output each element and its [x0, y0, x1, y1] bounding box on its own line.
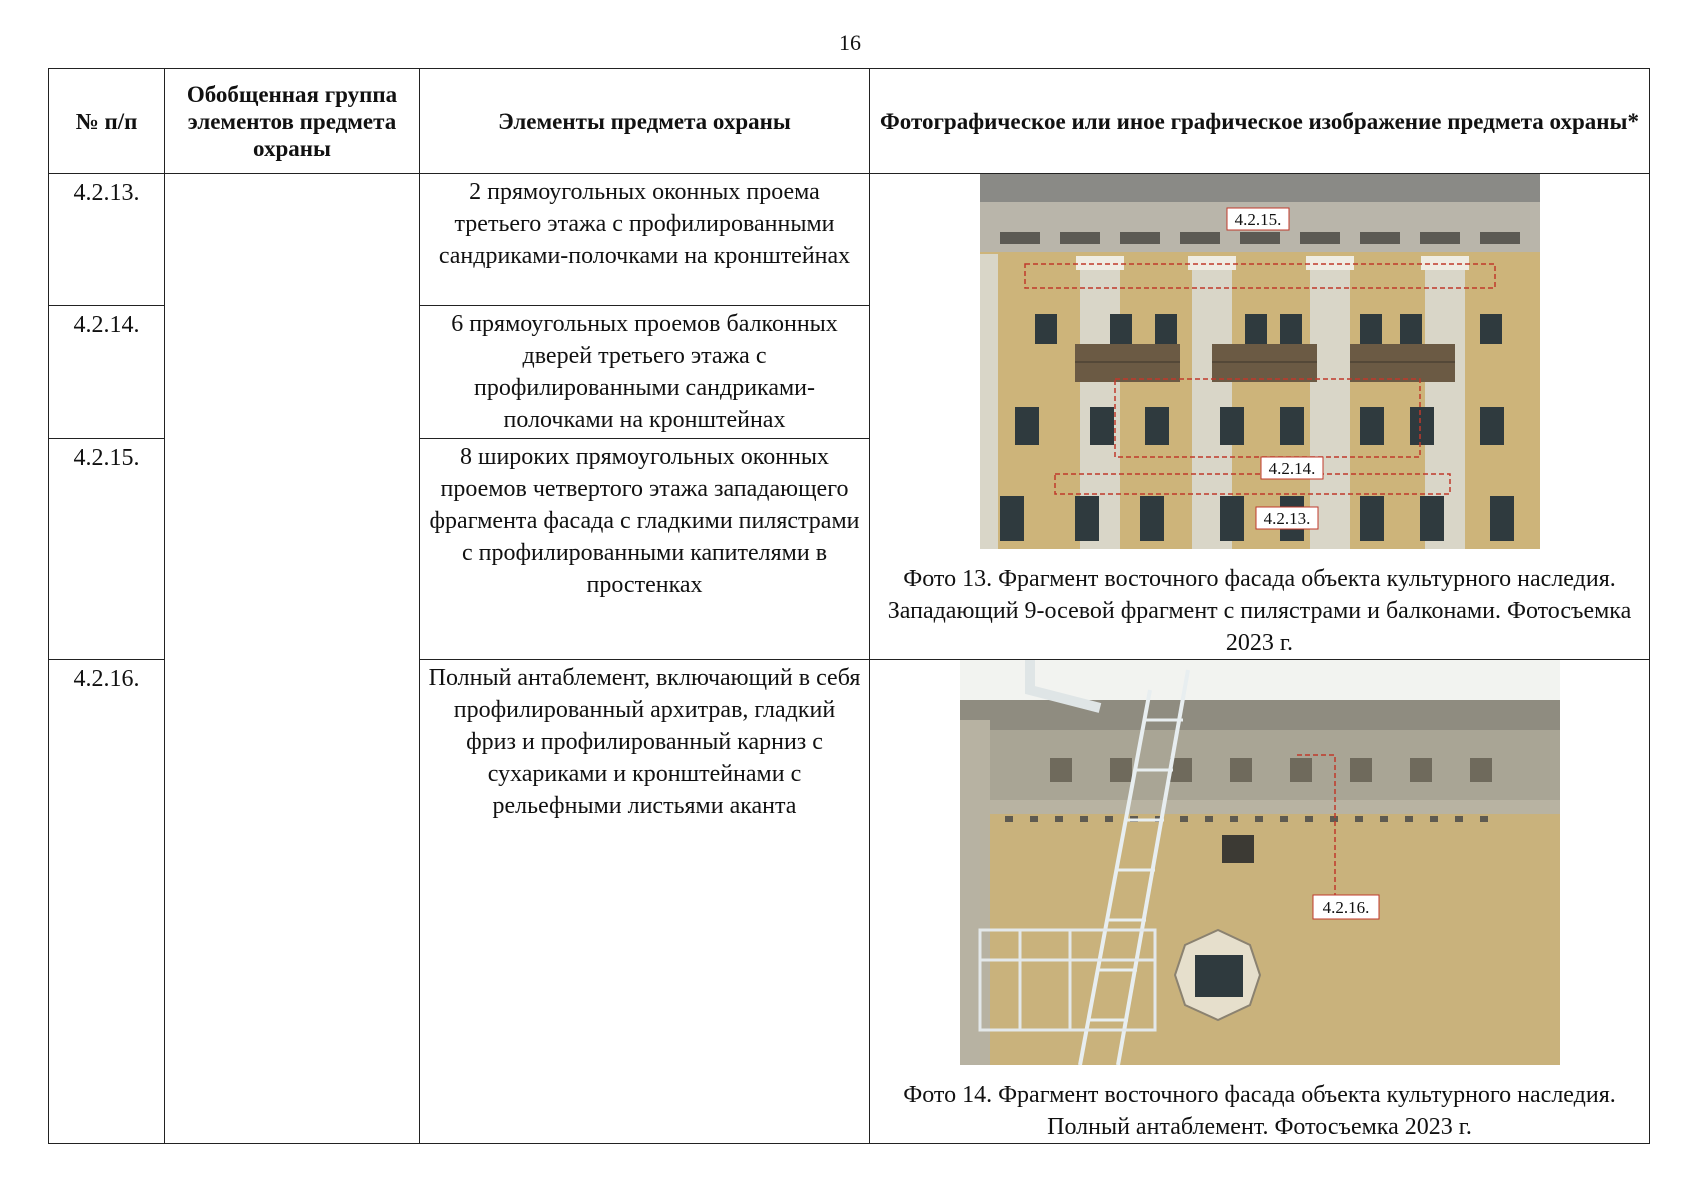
facade-photo-14: [960, 660, 1560, 1065]
element-description: Полный антаблемент, включающий в себя профилированный архитрав, гладкий фриз и профилированный карниз с сухариками и кронштейнами с рельефными листьями аканта: [420, 660, 870, 1144]
header-elements: Элементы предмета охраны: [420, 69, 870, 174]
photo-label: [1256, 507, 1318, 529]
photo-14-cell: [870, 660, 1650, 1144]
header-image: Фотографическое или иное графическое изображение предмета охраны*: [870, 69, 1650, 174]
photo-label: [1313, 895, 1379, 919]
row-number: 4.2.16.: [49, 660, 165, 1144]
row-number: 4.2.15.: [49, 439, 165, 660]
photo-13-caption: Фото 13. Фрагмент восточного фасада объекта культурного наследия. Западающий 9-осевой фрагмент с пилястрами и балконами. Фотосъемка 2023 г.: [887, 566, 1632, 656]
group-cell: [165, 174, 420, 1144]
photo-14: [876, 660, 1643, 1065]
svg-text:4.2.15.: 4.2.15.: [1234, 210, 1281, 229]
protection-table: [48, 68, 1650, 1144]
photo-13: [876, 174, 1643, 549]
element-description: 8 широких прямоугольных оконных проемов четвертого этажа западающего фрагмента фасада с гладкими пилястрами с профилированными капителями в простенках: [420, 439, 870, 660]
element-description: 6 прямоугольных проемов балконных дверей третьего этажа с профилированными сандриками-полочками на кронштейнах: [420, 305, 870, 439]
photo-label: [1227, 208, 1289, 230]
photo-13-cell: [870, 174, 1650, 660]
row-number: 4.2.14.: [49, 305, 165, 439]
page-number: 16: [839, 30, 861, 55]
facade-photo-13: [980, 174, 1540, 549]
svg-text:4.2.16.: 4.2.16.: [1322, 898, 1369, 917]
element-description: 2 прямоугольных оконных проема третьего этажа с профилированными сандриками-полочками на кронштейнах: [420, 174, 870, 306]
header-group: Обобщенная группа элементов предмета охраны: [165, 69, 420, 174]
photo-label: [1261, 457, 1323, 479]
svg-text:4.2.13.: 4.2.13.: [1263, 509, 1310, 528]
header-num: № п/п: [49, 69, 165, 174]
photo-14-caption: Фото 14. Фрагмент восточного фасада объекта культурного наследия. Полный антаблемент. Фотосъемка 2023 г.: [903, 1082, 1616, 1140]
svg-text:4.2.14.: 4.2.14.: [1268, 459, 1315, 478]
row-number: 4.2.13.: [49, 174, 165, 306]
